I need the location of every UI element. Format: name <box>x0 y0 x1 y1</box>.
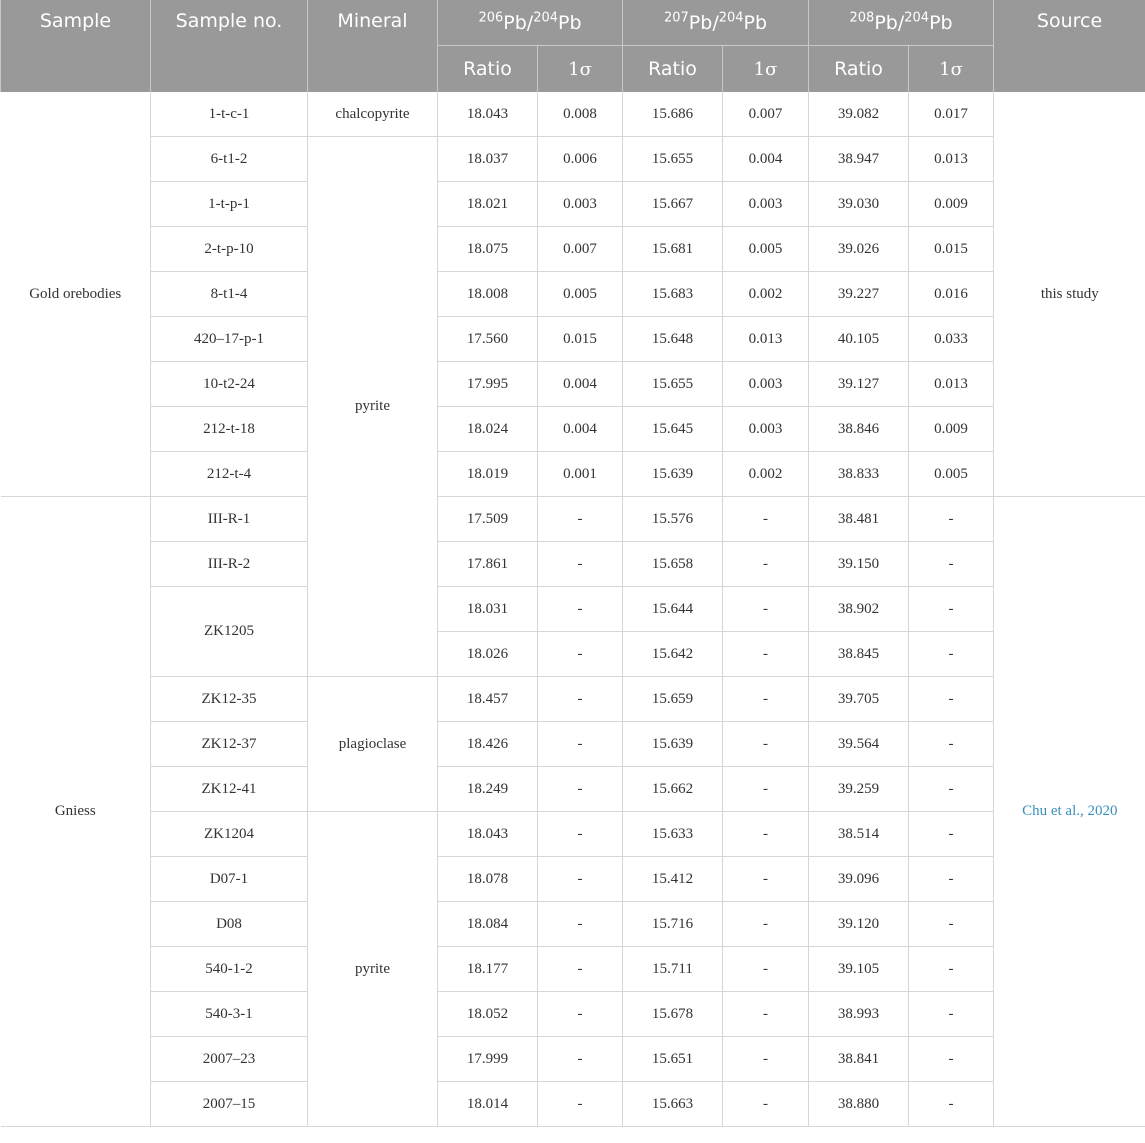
pb208-ratio-cell: 38.514 <box>809 812 909 857</box>
pb208-ratio-cell: 38.902 <box>809 587 909 632</box>
pb208-sigma-cell: 0.005 <box>909 452 994 497</box>
table-row <box>1 362 1145 407</box>
pb207-ratio-cell: 15.663 <box>623 1082 723 1127</box>
table-row <box>1 992 1145 1037</box>
header-ratio: Ratio <box>438 46 538 93</box>
sample-no-cell: ZK12-35 <box>151 677 308 722</box>
pb208-sigma-cell: - <box>909 632 994 677</box>
table-row <box>1 947 1145 992</box>
table-header <box>1 0 1145 92</box>
pb207-sigma-cell: - <box>723 1037 809 1082</box>
mineral-cell: chalcopyrite <box>308 92 438 137</box>
sample-no-cell: 420–17-p-1 <box>151 317 308 362</box>
sample-no-cell: 6-t1-2 <box>151 137 308 182</box>
pb206-sigma-cell: - <box>538 857 623 902</box>
header-sample-no: Sample no. <box>151 0 308 92</box>
pb208-ratio-cell: 39.127 <box>809 362 909 407</box>
table-row <box>1 812 1145 857</box>
sample-no-cell: 10-t2-24 <box>151 362 308 407</box>
sample-no-cell: ZK12-41 <box>151 767 308 812</box>
pb207-sigma-cell: 0.004 <box>723 137 809 182</box>
pb206-sigma-cell: 0.003 <box>538 182 623 227</box>
pb207-sigma-cell: - <box>723 587 809 632</box>
pb207-sigma-cell: - <box>723 857 809 902</box>
table-row <box>1 542 1145 587</box>
pb206-sigma-cell: 0.004 <box>538 362 623 407</box>
header-mineral: Mineral <box>308 0 438 92</box>
pb207-ratio-cell: 15.655 <box>623 362 723 407</box>
pb206-ratio-cell: 17.861 <box>438 542 538 587</box>
pb208-sigma-cell: - <box>909 1037 994 1082</box>
pb206-sigma-cell: - <box>538 812 623 857</box>
pb208-ratio-cell: 38.833 <box>809 452 909 497</box>
pb207-ratio-cell: 15.651 <box>623 1037 723 1082</box>
pb207-sigma-cell: 0.007 <box>723 92 809 137</box>
sample-no-cell: D07-1 <box>151 857 308 902</box>
pb206-sigma-cell: - <box>538 902 623 947</box>
pb206-ratio-cell: 18.008 <box>438 272 538 317</box>
header-sigma: 1σ <box>909 46 994 93</box>
header-ratio: Ratio <box>809 46 909 93</box>
pb208-sigma-cell: 0.015 <box>909 227 994 272</box>
table-row <box>1 182 1145 227</box>
pb207-sigma-cell: - <box>723 767 809 812</box>
header-sigma: 1σ <box>723 46 809 93</box>
pb206-ratio-cell: 18.052 <box>438 992 538 1037</box>
source-cell: this study <box>994 92 1145 497</box>
pb207-sigma-cell: - <box>723 677 809 722</box>
table-row <box>1 902 1145 947</box>
pb208-sigma-cell: - <box>909 722 994 767</box>
header-ratio: Ratio <box>623 46 723 93</box>
table-row <box>1 677 1145 722</box>
pb206-ratio-cell: 18.019 <box>438 452 538 497</box>
sample-no-cell: ZK12-37 <box>151 722 308 767</box>
table-row <box>1 92 1145 137</box>
pb208-sigma-cell: - <box>909 1082 994 1127</box>
pb207-ratio-cell: 15.662 <box>623 767 723 812</box>
header-sigma: 1σ <box>538 46 623 93</box>
table-row <box>1 497 1145 542</box>
pb207-ratio-cell: 15.644 <box>623 587 723 632</box>
pb208-sigma-cell: 0.009 <box>909 407 994 452</box>
table-row <box>1 1037 1145 1082</box>
pb206-ratio-cell: 18.037 <box>438 137 538 182</box>
pb206-sigma-cell: - <box>538 992 623 1037</box>
pb207-sigma-cell: - <box>723 632 809 677</box>
pb208-ratio-cell: 39.150 <box>809 542 909 587</box>
pb207-ratio-cell: 15.686 <box>623 92 723 137</box>
pb206-ratio-cell: 17.995 <box>438 362 538 407</box>
pb207-ratio-cell: 15.576 <box>623 497 723 542</box>
header-pb206-pb204: $^{206}$Pb/$^{204}$Pb <box>438 0 623 46</box>
pb208-ratio-cell: 39.096 <box>809 857 909 902</box>
sample-no-cell: 540-1-2 <box>151 947 308 992</box>
source-link[interactable]: Chu et al., 2020 <box>994 497 1145 1127</box>
pb208-ratio-cell: 39.026 <box>809 227 909 272</box>
pb208-ratio-cell: 39.030 <box>809 182 909 227</box>
pb207-ratio-cell: 15.639 <box>623 722 723 767</box>
pb207-ratio-cell: 15.655 <box>623 137 723 182</box>
pb206-ratio-cell: 18.043 <box>438 92 538 137</box>
header-pb207-pb204: $^{207}$Pb/$^{204}$Pb <box>623 0 809 46</box>
pb206-ratio-cell: 18.177 <box>438 947 538 992</box>
pb208-sigma-cell: - <box>909 947 994 992</box>
pb207-ratio-cell: 15.667 <box>623 182 723 227</box>
pb206-ratio-cell: 17.560 <box>438 317 538 362</box>
pb206-ratio-cell: 18.078 <box>438 857 538 902</box>
pb206-ratio-cell: 18.084 <box>438 902 538 947</box>
pb207-sigma-cell: - <box>723 902 809 947</box>
pb207-ratio-cell: 15.658 <box>623 542 723 587</box>
pb207-ratio-cell: 15.645 <box>623 407 723 452</box>
pb208-ratio-cell: 39.259 <box>809 767 909 812</box>
pb208-sigma-cell: 0.009 <box>909 182 994 227</box>
pb208-sigma-cell: - <box>909 677 994 722</box>
pb208-sigma-cell: - <box>909 542 994 587</box>
pb208-sigma-cell: 0.016 <box>909 272 994 317</box>
pb206-sigma-cell: - <box>538 632 623 677</box>
pb206-ratio-cell: 18.021 <box>438 182 538 227</box>
sample-no-cell: 212-t-4 <box>151 452 308 497</box>
group-gold-orebodies: Gold orebodies <box>1 92 151 497</box>
header-pb208-pb204: $^{208}$Pb/$^{204}$Pb <box>809 0 994 46</box>
table-row <box>1 317 1145 362</box>
table-row <box>1 587 1145 632</box>
pb208-ratio-cell: 38.845 <box>809 632 909 677</box>
pb206-sigma-cell: 0.008 <box>538 92 623 137</box>
pb207-ratio-cell: 15.681 <box>623 227 723 272</box>
pb207-sigma-cell: 0.003 <box>723 407 809 452</box>
pb207-ratio-cell: 15.639 <box>623 452 723 497</box>
pb208-ratio-cell: 38.880 <box>809 1082 909 1127</box>
pb206-ratio-cell: 18.457 <box>438 677 538 722</box>
table-row <box>1 722 1145 767</box>
pb207-sigma-cell: - <box>723 947 809 992</box>
pb208-ratio-cell: 39.227 <box>809 272 909 317</box>
pb208-sigma-cell: 0.017 <box>909 92 994 137</box>
table-row <box>1 452 1145 497</box>
pb207-ratio-cell: 15.648 <box>623 317 723 362</box>
pb208-ratio-cell: 38.846 <box>809 407 909 452</box>
pb206-sigma-cell: - <box>538 542 623 587</box>
pb206-sigma-cell: - <box>538 1037 623 1082</box>
pb206-sigma-cell: - <box>538 677 623 722</box>
sample-no-cell: 1-t-c-1 <box>151 92 308 137</box>
pb208-sigma-cell: 0.033 <box>909 317 994 362</box>
pb208-sigma-cell: - <box>909 767 994 812</box>
pb207-ratio-cell: 15.412 <box>623 857 723 902</box>
sample-no-cell: III-R-1 <box>151 497 308 542</box>
pb207-sigma-cell: 0.013 <box>723 317 809 362</box>
pb206-sigma-cell: - <box>538 947 623 992</box>
sample-no-cell: 2007–23 <box>151 1037 308 1082</box>
mineral-cell: pyrite <box>308 812 438 1127</box>
group-gniess: Gniess <box>1 497 151 1127</box>
pb206-sigma-cell: - <box>538 587 623 632</box>
table-row <box>1 857 1145 902</box>
pb207-ratio-cell: 15.678 <box>623 992 723 1037</box>
pb208-ratio-cell: 39.120 <box>809 902 909 947</box>
sample-no-cell: 212-t-18 <box>151 407 308 452</box>
pb206-sigma-cell: - <box>538 1082 623 1127</box>
pb206-ratio-cell: 18.075 <box>438 227 538 272</box>
pb207-sigma-cell: - <box>723 542 809 587</box>
pb208-ratio-cell: 39.564 <box>809 722 909 767</box>
pb207-sigma-cell: 0.002 <box>723 452 809 497</box>
pb206-ratio-cell: 18.031 <box>438 587 538 632</box>
pb206-ratio-cell: 18.249 <box>438 767 538 812</box>
table-body <box>1 92 1145 1127</box>
pb208-ratio-cell: 38.993 <box>809 992 909 1037</box>
pb207-ratio-cell: 15.711 <box>623 947 723 992</box>
header-sample: Sample <box>1 0 151 92</box>
pb208-sigma-cell: - <box>909 992 994 1037</box>
pb207-sigma-cell: 0.005 <box>723 227 809 272</box>
pb206-sigma-cell: 0.007 <box>538 227 623 272</box>
pb208-sigma-cell: - <box>909 587 994 632</box>
pb206-sigma-cell: 0.001 <box>538 452 623 497</box>
pb206-sigma-cell: 0.004 <box>538 407 623 452</box>
pb206-ratio-cell: 18.026 <box>438 632 538 677</box>
pb208-ratio-cell: 38.947 <box>809 137 909 182</box>
sample-no-cell: D08 <box>151 902 308 947</box>
pb207-ratio-cell: 15.642 <box>623 632 723 677</box>
pb206-ratio-cell: 17.509 <box>438 497 538 542</box>
pb206-sigma-cell: - <box>538 497 623 542</box>
pb208-sigma-cell: - <box>909 812 994 857</box>
mineral-cell: plagioclase <box>308 677 438 812</box>
pb207-ratio-cell: 15.683 <box>623 272 723 317</box>
pb207-sigma-cell: 0.002 <box>723 272 809 317</box>
pb208-ratio-cell: 38.481 <box>809 497 909 542</box>
pb208-sigma-cell: - <box>909 857 994 902</box>
pb208-ratio-cell: 39.705 <box>809 677 909 722</box>
pb207-ratio-cell: 15.716 <box>623 902 723 947</box>
sample-no-cell: ZK1205 <box>151 587 308 677</box>
pb206-ratio-cell: 18.014 <box>438 1082 538 1127</box>
pb206-sigma-cell: 0.006 <box>538 137 623 182</box>
pb207-sigma-cell: - <box>723 497 809 542</box>
sample-no-cell: III-R-2 <box>151 542 308 587</box>
pb207-ratio-cell: 15.659 <box>623 677 723 722</box>
pb208-sigma-cell: - <box>909 902 994 947</box>
pb208-sigma-cell: 0.013 <box>909 137 994 182</box>
pb207-sigma-cell: - <box>723 1082 809 1127</box>
pb206-sigma-cell: - <box>538 767 623 812</box>
pb208-ratio-cell: 40.105 <box>809 317 909 362</box>
table-row <box>1 227 1145 272</box>
sample-no-cell: 2007–15 <box>151 1082 308 1127</box>
table-row <box>1 272 1145 317</box>
sample-no-cell: 540-3-1 <box>151 992 308 1037</box>
table-row <box>1 137 1145 182</box>
pb207-sigma-cell: - <box>723 812 809 857</box>
pb206-ratio-cell: 18.043 <box>438 812 538 857</box>
header-source: Source <box>994 0 1145 92</box>
pb207-sigma-cell: 0.003 <box>723 182 809 227</box>
pb207-ratio-cell: 15.633 <box>623 812 723 857</box>
sample-no-cell: ZK1204 <box>151 812 308 857</box>
pb206-ratio-cell: 18.024 <box>438 407 538 452</box>
pb208-sigma-cell: 0.013 <box>909 362 994 407</box>
table-row <box>1 767 1145 812</box>
pb208-sigma-cell: - <box>909 497 994 542</box>
pb208-ratio-cell: 39.082 <box>809 92 909 137</box>
sample-no-cell: 1-t-p-1 <box>151 182 308 227</box>
pb207-sigma-cell: - <box>723 992 809 1037</box>
table-row <box>1 407 1145 452</box>
pb206-sigma-cell: 0.005 <box>538 272 623 317</box>
pb206-sigma-cell: 0.015 <box>538 317 623 362</box>
pb206-ratio-cell: 17.999 <box>438 1037 538 1082</box>
pb206-ratio-cell: 18.426 <box>438 722 538 767</box>
pb207-sigma-cell: 0.003 <box>723 362 809 407</box>
sample-no-cell: 8-t1-4 <box>151 272 308 317</box>
pb207-sigma-cell: - <box>723 722 809 767</box>
table-row <box>1 1082 1145 1127</box>
pb208-ratio-cell: 38.841 <box>809 1037 909 1082</box>
sample-no-cell: 2-t-p-10 <box>151 227 308 272</box>
mineral-cell: pyrite <box>308 137 438 677</box>
pb208-ratio-cell: 39.105 <box>809 947 909 992</box>
pb206-sigma-cell: - <box>538 722 623 767</box>
